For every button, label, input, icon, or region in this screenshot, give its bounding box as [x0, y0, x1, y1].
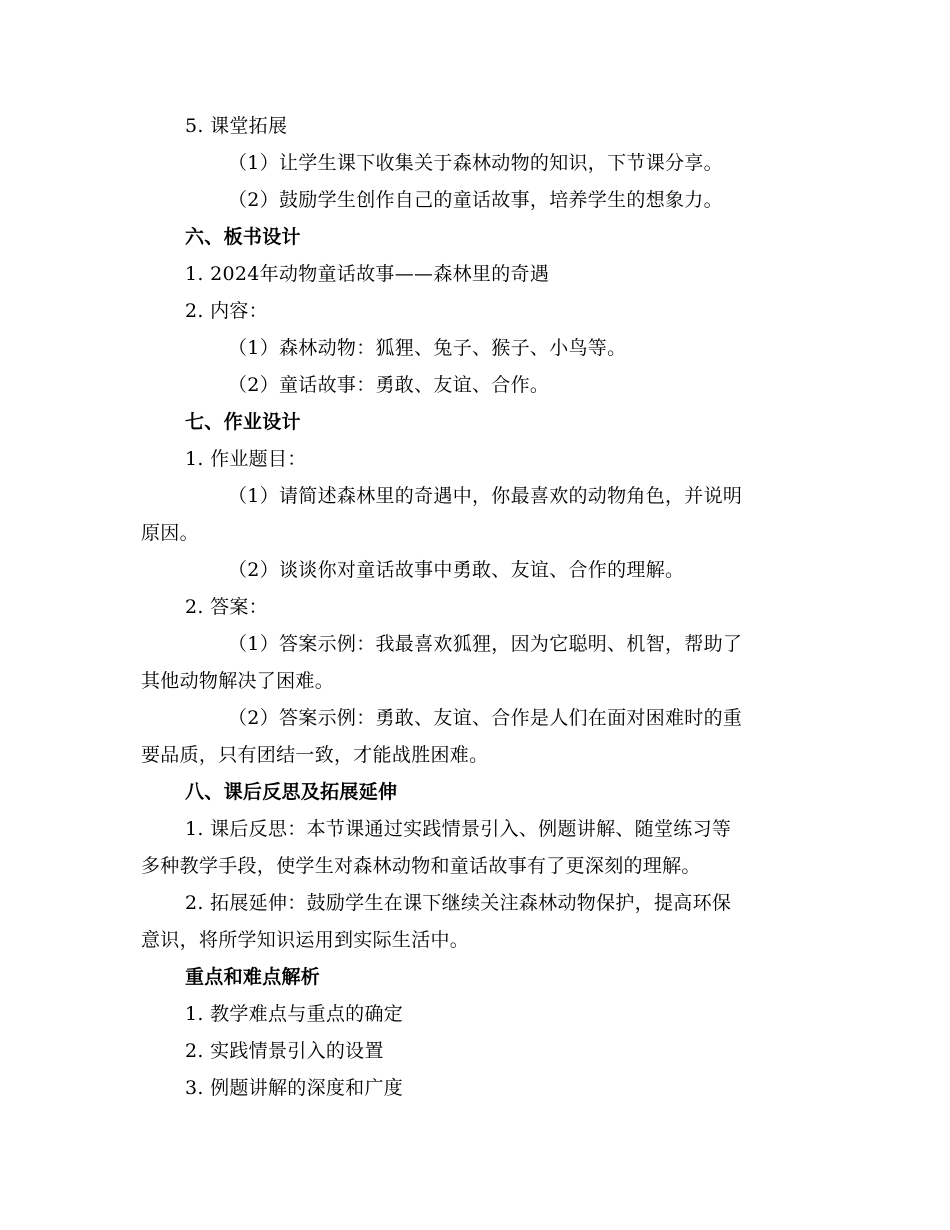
paragraph-continuation: 原因。	[141, 522, 199, 544]
section-heading-8: 八、课后反思及拓展延伸	[185, 781, 398, 803]
sub-item: （2）鼓励学生创作自己的童话故事，培养学生的想象力。	[228, 189, 723, 211]
list-item: 1. 课后反思：本节课通过实践情景引入、例题讲解、随堂练习等	[185, 818, 732, 840]
sub-item: （2）童话故事：勇敢、友谊、合作。	[228, 374, 550, 396]
sub-item: （1）森林动物：狐狸、兔子、猴子、小鸟等。	[228, 337, 627, 359]
section-heading-6: 六、板书设计	[185, 226, 301, 248]
sub-item: （1）答案示例：我最喜欢狐狸，因为它聪明、机智，帮助了	[228, 633, 743, 655]
sub-item: （2）答案示例：勇敢、友谊、合作是人们在面对困难时的重	[228, 707, 743, 729]
paragraph-continuation: 多种教学手段，使学生对森林动物和童话故事有了更深刻的理解。	[141, 855, 701, 877]
list-item-5: 5. 课堂拓展	[185, 115, 288, 137]
paragraph-continuation: 要品质，只有团结一致，才能战胜困难。	[141, 744, 489, 766]
list-item: 2. 实践情景引入的设置	[185, 1040, 384, 1062]
section-heading-7: 七、作业设计	[185, 411, 301, 433]
sub-item: （1）让学生课下收集关于森林动物的知识，下节课分享。	[228, 152, 723, 174]
list-item: 3. 例题讲解的深度和广度	[185, 1077, 404, 1099]
section-heading-key-points: 重点和难点解析	[185, 966, 321, 988]
paragraph-continuation: 意识，将所学知识运用到实际生活中。	[141, 929, 470, 951]
paragraph-continuation: 其他动物解决了困难。	[141, 670, 335, 692]
list-item: 2. 答案：	[185, 596, 268, 618]
list-item: 1. 2024年动物童话故事——森林里的奇遇	[185, 263, 550, 285]
list-item: 1. 作业题目：	[185, 448, 307, 470]
sub-item: （1）请简述森林里的奇遇中，你最喜欢的动物角色，并说明	[228, 485, 743, 507]
list-item: 2. 内容：	[185, 300, 268, 322]
list-item: 1. 教学难点与重点的确定	[185, 1003, 404, 1025]
list-item: 2. 拓展延伸：鼓励学生在课下继续关注森林动物保护，提高环保	[185, 892, 732, 914]
sub-item: （2）谈谈你对童话故事中勇敢、友谊、合作的理解。	[228, 559, 685, 581]
